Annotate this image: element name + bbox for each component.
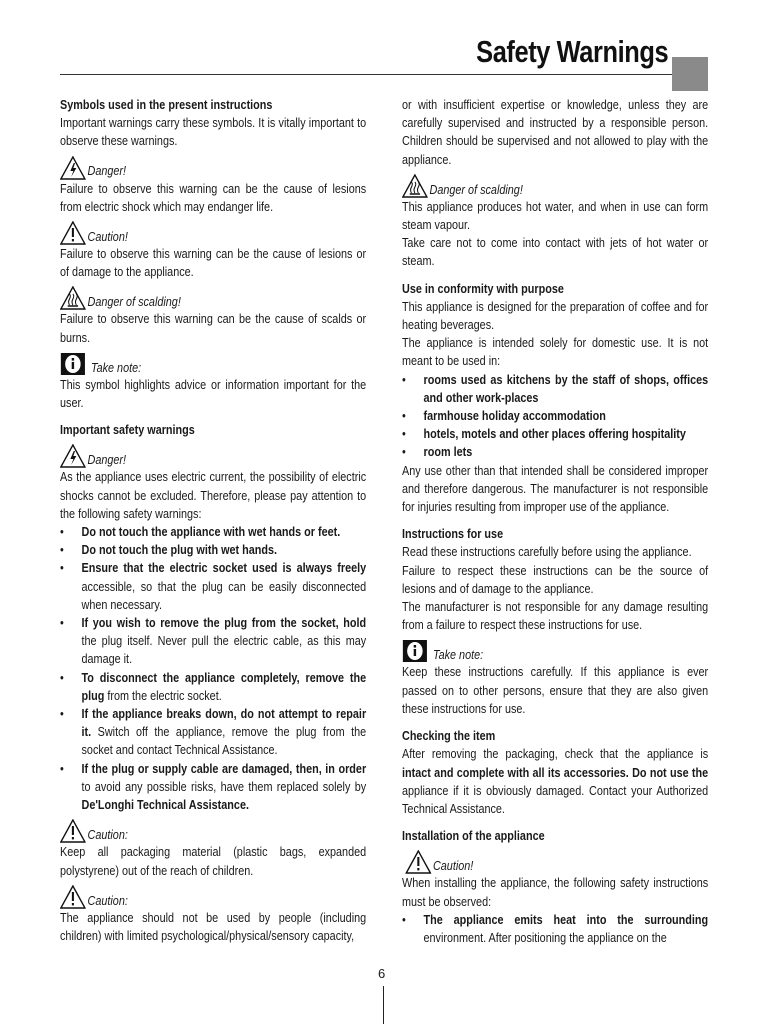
installation-heading: Installation of the appliance xyxy=(402,829,545,844)
takenote-label: Take note: xyxy=(90,360,142,375)
conformity-heading: Use in conformity with purpose xyxy=(402,281,564,296)
danger2-label: Danger! xyxy=(87,453,127,468)
list-item: • Ensure that the electric socket used is always freely accessible, so that the plug can be easily disconnected when necessary. xyxy=(60,559,366,614)
installation-text: When installing the appliance, the following safety instructions must be observed: xyxy=(402,876,709,909)
takenote-label: Take note: xyxy=(432,648,484,663)
scalding-text-2: Take care not to come into contact with jets of hot water or steam. xyxy=(402,236,709,269)
page-tick xyxy=(383,986,384,1024)
caution-icon xyxy=(60,221,86,245)
conformity-text-2: The appliance is intended solely for domestic use. It is not meant to be used in: xyxy=(402,336,709,369)
caution-icon xyxy=(60,819,86,843)
list-item: • farmhouse holiday accommodation xyxy=(402,407,708,425)
list-item: • hotels, motels and other places offering hospitality xyxy=(402,425,708,443)
scalding-label: Danger of scalding! xyxy=(429,182,523,197)
list-item: • rooms used as kitchens by the staff of shops, offices and other work-places xyxy=(402,371,708,407)
list-item: • If the plug or supply cable are damaged, then, in order to avoid any possible risks, have them replaced solely by De'Longhi Technical Assistance. xyxy=(60,760,366,815)
list-item: • room lets xyxy=(402,443,708,461)
checking-text: After removing the packaging, check that the appliance is intact and complete with all its accessories. Do not use the appliance if it is obviously damaged. Contact your Authorized Technical Assistance. xyxy=(402,747,709,816)
takenote-text: This symbol highlights advice or information important for the user. xyxy=(60,377,367,411)
continued-text: or with insufficient expertise or knowledge, unless they are carefully supervised and instructed by a responsible person. Children should be supervised and not allowed to play with the appliance. xyxy=(402,98,709,167)
scalding-symbol-row xyxy=(60,288,366,310)
takenote-text: Keep these instructions carefully. If this appliance is ever passed on to other persons, ensure that they are also given these instructions for use. xyxy=(402,665,709,716)
scalding-icon xyxy=(402,174,428,198)
caution2-label: Caution: xyxy=(87,828,128,843)
electric-danger-icon xyxy=(60,444,86,468)
list-item: • The appliance emits heat into the surrounding environment. After positioning the appliance on the xyxy=(402,911,708,947)
list-item: • If you wish to remove the plug from the socket, hold the plug itself. Never pull the electric cable, as this may damage it. xyxy=(60,614,366,669)
scalding-text: Failure to observe this warning can be the cause of scalds or burns. xyxy=(60,312,367,345)
caution2-text: Keep all packaging material (plastic bags, expanded polystyrene) out of the reach of children. xyxy=(60,845,367,878)
instructions-heading: Instructions for use xyxy=(402,527,504,542)
caution-icon xyxy=(60,885,86,909)
scalding-label: Danger of scalding! xyxy=(87,295,181,310)
conformity-text-3: Any use other than that intended shall be considered improper and therefore dangerous. The manufacturer is not responsible for injuries resulting from improper use of the appliance. xyxy=(402,463,709,515)
instructions-text-3: The manufacturer is not responsible for any damage resulting from a failure to respect these instructions for use. xyxy=(402,600,709,633)
page-number: 6 xyxy=(378,966,386,981)
caution3-label: Caution: xyxy=(87,893,128,908)
right-column xyxy=(402,96,708,947)
list-item: • Do not touch the appliance with wet hands or feet. xyxy=(60,523,366,541)
list-item: • To disconnect the appliance completely, remove the plug from the electric socket. xyxy=(60,669,366,705)
scalding-text-1: This appliance produces hot water, and when in use can form steam vapour. xyxy=(402,199,709,233)
symbols-heading: Symbols used in the present instructions xyxy=(60,98,273,112)
electric-danger-icon xyxy=(60,156,86,180)
caution3-text: The appliance should not be used by people (including children) with limited psychological/physical/sensory capacity, xyxy=(60,910,367,943)
installation-bullet-list xyxy=(402,911,708,947)
symbols-intro: Important warnings carry these symbols. It is vitally important to observe these warnings. xyxy=(60,116,367,149)
danger-label: Danger! xyxy=(87,164,127,179)
takenote-symbol-row xyxy=(60,354,366,376)
caution-symbol-row xyxy=(402,852,708,874)
safety-bullet-list xyxy=(60,523,366,814)
conformity-bullet-list xyxy=(402,371,708,462)
caution3-symbol-row xyxy=(60,887,366,909)
conformity-text-1: This appliance is designed for the preparation of coffee and for heating beverages. xyxy=(402,299,709,333)
section-marker xyxy=(672,57,708,91)
caution-icon xyxy=(405,850,431,874)
left-column xyxy=(60,96,366,945)
caution2-symbol-row xyxy=(60,821,366,843)
info-icon xyxy=(402,639,428,663)
caution-label: Caution! xyxy=(87,229,128,244)
list-item: • Do not touch the plug with wet hands. xyxy=(60,541,366,559)
instructions-text-1: Read these instructions carefully before using the appliance. xyxy=(402,545,692,560)
page-title: Safety Warnings xyxy=(475,34,668,69)
checking-heading: Checking the item xyxy=(402,729,496,744)
danger-text: Failure to observe this warning can be the cause of lesions from electric shock which may endanger life. xyxy=(60,181,367,214)
danger-symbol-row xyxy=(60,158,366,180)
scalding-symbol-row xyxy=(402,176,708,198)
danger2-symbol-row xyxy=(60,446,366,468)
scalding-icon xyxy=(60,286,86,310)
caution-symbol-row xyxy=(60,223,366,245)
instructions-text-2: Failure to respect these instructions can be the source of lesions and of damage to the appliance. xyxy=(402,563,709,596)
takenote-symbol-row xyxy=(402,641,708,663)
caution-text: Failure to observe this warning can be the cause of lesions or of damage to the appliance. xyxy=(60,247,367,280)
list-item: • If the appliance breaks down, do not attempt to repair it. Switch off the appliance, remove the plug from the socket and contact Technical Assistance. xyxy=(60,705,366,760)
info-icon xyxy=(60,352,86,376)
caution-label: Caution! xyxy=(432,859,474,874)
title-rule xyxy=(60,74,672,75)
danger2-text: As the appliance uses electric current, the possibility of electric shocks cannot be excluded. Therefore, please pay attention to the following safety warnings: xyxy=(60,470,367,521)
important-heading: Important safety warnings xyxy=(60,423,195,438)
